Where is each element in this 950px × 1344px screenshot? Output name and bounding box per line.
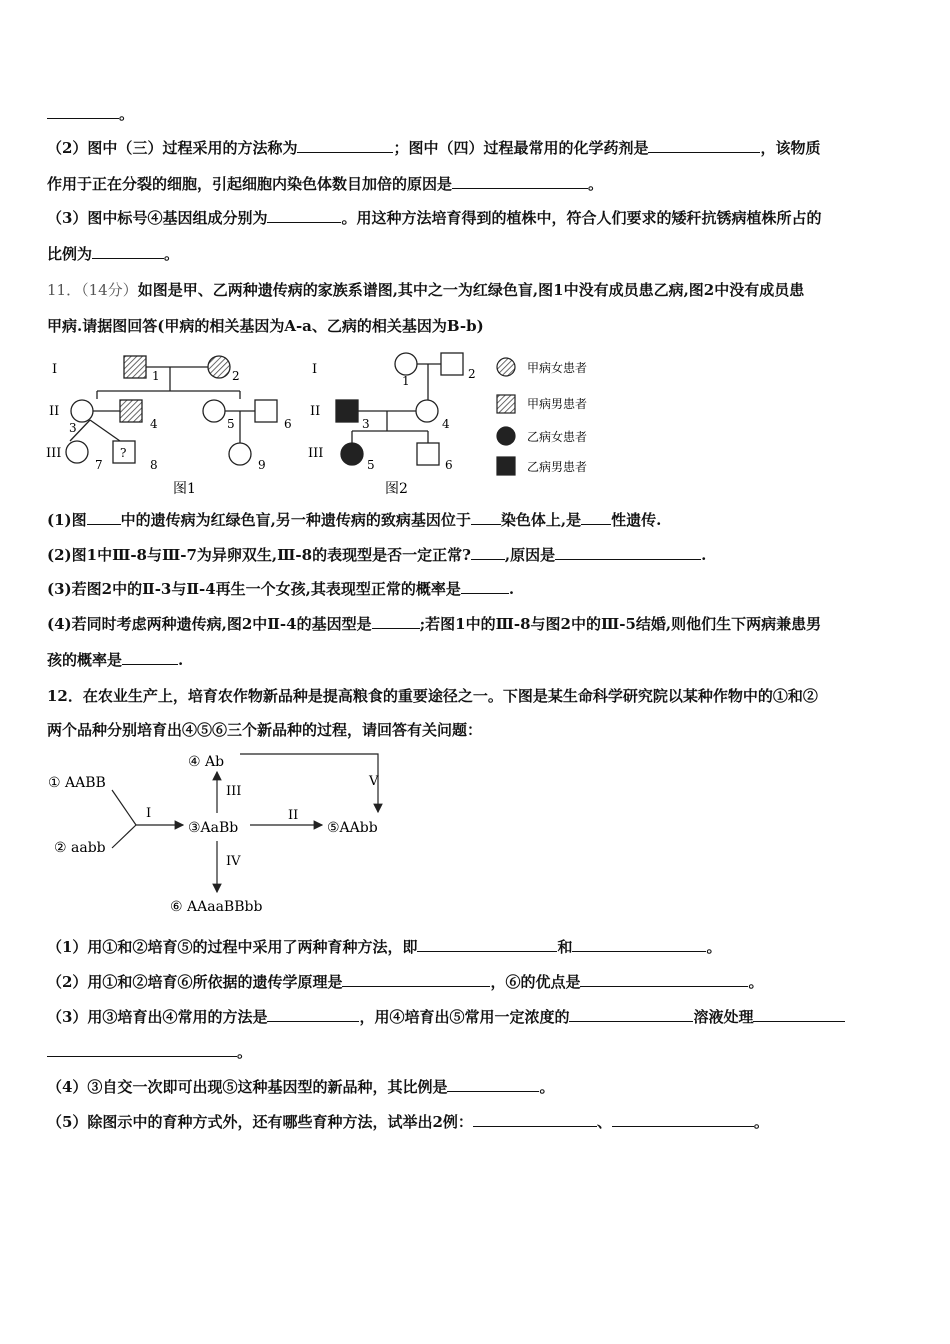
legend-hatched-circle-icon [497,358,515,376]
answer-blank[interactable] [297,138,393,153]
q11-intro-line1: 11．（14分）如图是甲、乙两种遗传病的家族系谱图,其中之一为红绿色盲,图1中没有成员患乙病,图2中没有成员患 [47,281,805,299]
q11-sub2: (2)图1中Ⅲ-8与Ⅲ-7为异卵双生,Ⅲ-8的表现型是否一定正常? ,原因是 . [47,546,707,564]
route-label-V: V [369,774,379,789]
node-1: ① AABB [48,775,106,791]
gen-label-I: I [52,362,58,377]
answer-blank[interactable] [572,937,706,952]
fig2-III5-affected-female [341,443,363,465]
fig2-num: 1 [402,374,410,388]
answer-blank[interactable] [87,510,121,525]
answer-blank[interactable] [372,614,420,629]
q11-sub3: (3)若图2中的Ⅱ-3与Ⅱ-4再生一个女孩,其表现型正常的概率是 . [47,580,515,598]
legend-hatched-square-icon [497,395,515,413]
fig1-num: 4 [150,417,158,431]
legend-label: 甲病女患者 [527,361,588,375]
q12-sub2: （2）用①和②培育⑥所依据的遗传学原理是 ，⑥的优点是 。 [47,973,764,991]
q12-sub3-line2: 。 [47,1042,252,1062]
q12-sub1: （1）用①和②培育⑤的过程中采用了两种育种方法，即 和 。 [47,938,722,956]
answer-blank[interactable] [267,1007,359,1022]
fig1-num: 5 [227,417,235,431]
answer-blank[interactable] [47,104,119,119]
q10-tail-line: 。 [47,104,134,124]
node-2: ② aabb [54,840,106,856]
legend-label: 乙病女患者 [527,430,588,444]
q12-intro-line1: 12．在农业生产上，培育农作物新品种是提高粮食的重要途径之一。下图是某生命科学研究院以某种作物中的①和② [47,687,818,705]
fig2-III6-male [417,443,439,465]
q12-intro-line2: 两个品种分别培育出④⑤⑥三个新品种的过程，请回答有关问题： [47,721,483,739]
q12-sub4: （4）③自交一次即可出现⑤这种基因型的新品种，其比例是 。 [47,1078,555,1096]
fig2-num: 4 [442,417,450,431]
unknown-mark: ? [120,446,127,460]
answer-blank[interactable] [471,510,501,525]
answer-blank[interactable] [447,1077,539,1092]
answer-blank[interactable] [452,174,588,189]
q10-part3-line1: （3）图中标号④基因组成分别为 。用这种方法培育得到的植株中，符合人们要求的矮秆抗锈病植株所占的 [47,209,822,227]
route-label-IV: IV [226,854,241,869]
answer-blank[interactable] [581,510,611,525]
fig1-num: 9 [258,458,266,472]
route-label-III: III [226,784,242,799]
fig2-caption: 图2 [385,481,408,497]
legend-filled-circle-icon [497,427,515,445]
fig1-II4-affected-male [120,400,142,422]
route-label-II: II [288,808,299,823]
q11-sub1: (1)图 中的遗传病为红绿色盲,另一种遗传病的致病基因位于 染色体上,是 性遗传. [47,511,662,529]
fig1-III7-female [66,441,88,463]
fig1-caption: 图1 [173,481,196,497]
gen-label-II: II [310,404,321,419]
answer-blank[interactable] [555,545,701,560]
fig2-num: 2 [468,367,476,381]
fig1-num: 2 [232,369,240,383]
answer-blank[interactable] [417,937,557,952]
answer-blank[interactable] [471,545,505,560]
q12-sub5: （5）除图示中的育种方式外，还有哪些育种方法，试举出2例： 、 。 [47,1113,769,1131]
legend-label: 甲病男患者 [527,397,588,411]
q11-intro-line2: 甲病.请据图回答(甲病的相关基因为A-a、乙病的相关基因为B-b) [47,317,484,335]
gen-label-I: I [312,362,318,377]
fig2-II4-female [416,400,438,422]
node-4: ④ Ab [188,754,225,770]
fig1-II5-female [203,400,225,422]
legend-filled-square-icon [497,457,515,475]
breeding-diagram [40,745,440,920]
fig2-num: 3 [362,417,370,431]
route-label-I: I [146,806,152,821]
fig2-II3-affected-male [336,400,358,422]
answer-blank[interactable] [342,972,490,987]
fig1-I2-affected-female [208,356,230,378]
q11-sub4-line2: 孩的概率是 . [47,651,184,669]
answer-blank[interactable] [267,208,341,223]
fig2-I1-female [395,353,417,375]
answer-blank[interactable] [569,1007,693,1022]
answer-blank[interactable] [473,1112,597,1127]
answer-blank[interactable] [753,1007,845,1022]
fig1-num: 7 [95,458,103,472]
answer-blank[interactable] [648,138,760,153]
answer-blank[interactable] [612,1112,754,1127]
fig1-num: 8 [150,458,158,472]
fig1-I1-affected-male [124,356,146,378]
fig2-num: 6 [445,458,453,472]
answer-blank[interactable] [122,650,178,665]
fig2-num: 5 [367,458,375,472]
gen-label-III: III [46,446,62,461]
answer-blank[interactable] [47,1042,237,1057]
pedigree-figure [40,345,610,500]
gen-label-III: III [308,446,324,461]
fig1-num: 6 [284,417,292,431]
fig1-lines [70,367,255,443]
node-5: ⑤AAbb [327,820,378,836]
q12-sub3-line1: （3）用③培育出④常用的方法是 ，用④培育出⑤常用一定浓度的 溶液处理 [47,1007,845,1027]
answer-blank[interactable] [580,972,748,987]
fig1-III9-female [229,443,251,465]
node-6: ⑥ AAaaBBbb [170,899,263,915]
q11-sub4-line1: (4)若同时考虑两种遗传病,图2中Ⅱ-4的基因型是 ;若图1中的Ⅲ-8与图2中的Ⅲ-5结婚,则他们生下两病兼患男 [47,615,822,633]
node-3: ③AaBb [188,820,239,836]
fig1-II3-female [71,400,93,422]
fig1-num: 1 [152,369,160,383]
gen-label-II: II [49,404,60,419]
fig1-num: 3 [69,421,77,435]
answer-blank[interactable] [92,244,164,259]
q10-part3-line2: 比例为 。 [47,245,180,263]
fig1-II6-male [255,400,277,422]
answer-blank[interactable] [461,579,509,594]
q10-part2-line1: （2）图中（三）过程采用的方法称为 ；图中（四）过程最常用的化学药剂是 ，该物质 [47,139,821,157]
q10-part2-line2: 作用于正在分裂的细胞，引起细胞内染色体数目加倍的原因是 。 [47,175,604,193]
fig2-I2-male [441,353,463,375]
legend-label: 乙病男患者 [527,460,588,474]
